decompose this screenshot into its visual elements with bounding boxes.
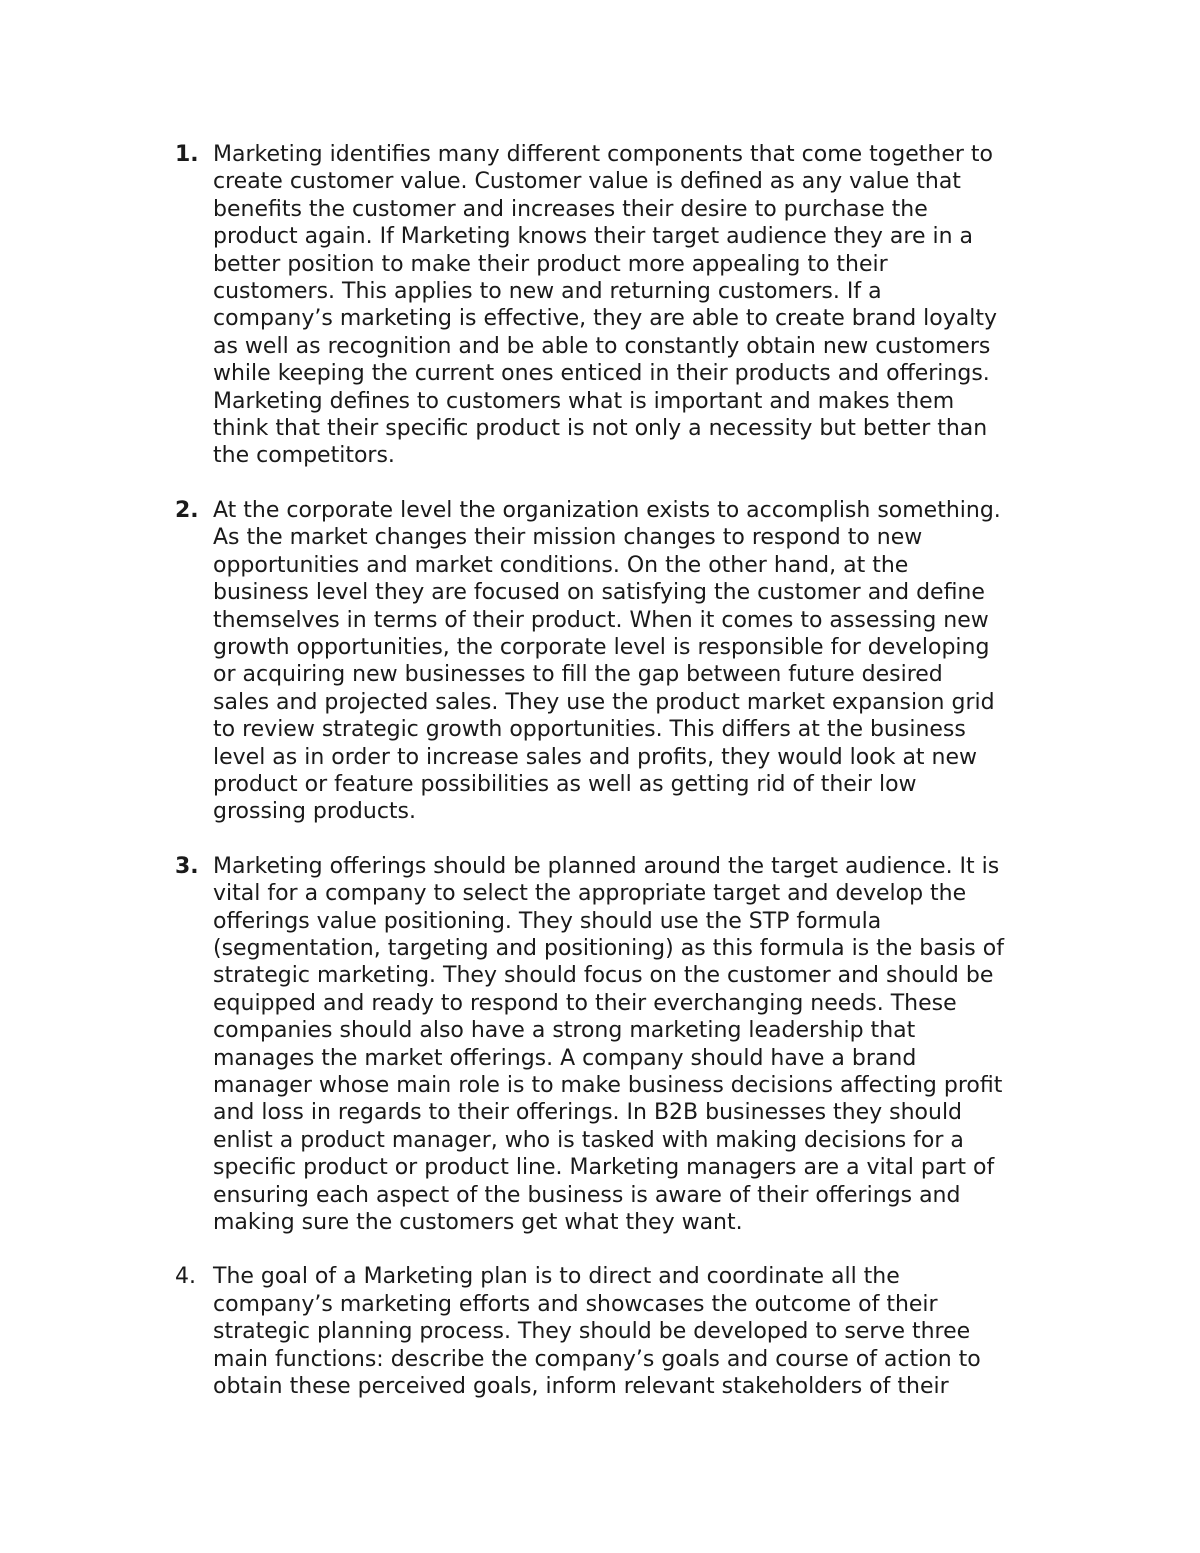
text-line: and loss in regards to their offerings. In B2B businesses they should: [213, 1100, 963, 1126]
item-paragraph: [213, 141, 1075, 470]
text-line: benefits the customer and increases their desire to purchase the: [213, 196, 928, 222]
text-line: specific product or product line. Marketing managers are a vital part of: [213, 1155, 995, 1181]
text-line: while keeping the current ones enticed in their products and offerings.: [213, 361, 990, 387]
item-paragraph: [213, 853, 1075, 1237]
item-number: 2.: [175, 497, 199, 523]
text-line: opportunities and market conditions. On the other hand, at the: [213, 552, 909, 578]
text-line: At the corporate level the organization exists to accomplish something.: [213, 497, 1001, 523]
text-line: growth opportunities, the corporate level is responsible for developing: [213, 634, 990, 660]
item-paragraph: [213, 1263, 1075, 1400]
text-line: equipped and ready to respond to their everchanging needs. These: [213, 990, 957, 1016]
text-line: business level they are focused on satisfying the customer and define: [213, 580, 985, 606]
text-line: strategic planning process. They should be developed to serve three: [213, 1319, 971, 1345]
text-line: the competitors.: [213, 443, 395, 469]
text-line: as well as recognition and be able to constantly obtain new customers: [213, 333, 991, 359]
text-line: Marketing offerings should be planned around the target audience. It is: [213, 853, 1000, 879]
text-line: better position to make their product more appealing to their: [213, 251, 888, 277]
text-line: companies should also have a strong marketing leadership that: [213, 1018, 916, 1044]
list-item-2: [175, 497, 1075, 826]
text-line: vital for a company to select the appropriate target and develop the: [213, 881, 967, 907]
text-line: create customer value. Customer value is defined as any value that: [213, 169, 961, 195]
text-line: offerings value positioning. They should use the STP formula: [213, 908, 882, 934]
text-line: ensuring each aspect of the business is aware of their offerings and: [213, 1182, 961, 1208]
text-line: (segmentation, targeting and positioning) as this formula is the basis of: [213, 935, 1004, 961]
text-line: manages the market offerings. A company should have a brand: [213, 1045, 917, 1071]
text-line: to review strategic growth opportunities. This differs at the business: [213, 717, 966, 743]
item-paragraph: [213, 497, 1075, 826]
text-line: level as in order to increase sales and profits, they would look at new: [213, 744, 978, 770]
list-item-3: [175, 853, 1075, 1237]
item-number: 4.: [175, 1264, 196, 1290]
text-line: Marketing identifies many different components that come together to: [213, 142, 993, 167]
item-number: 3.: [175, 853, 199, 879]
list-item-4: [175, 1263, 1075, 1400]
text-line: making sure the customers get what they want.: [213, 1210, 743, 1236]
text-line: main functions: describe the company’s goals and course of action to: [213, 1346, 981, 1372]
text-line: sales and projected sales. They use the product market expansion grid: [213, 689, 995, 715]
text-line: think that their specific product is not only a necessity but better than: [213, 416, 988, 442]
list-item-1: [175, 141, 1075, 470]
text-line: enlist a product manager, who is tasked with making decisions for a: [213, 1127, 964, 1153]
text-line: company’s marketing efforts and showcases the outcome of their: [213, 1291, 938, 1317]
text-line: product again. If Marketing knows their target audience they are in a: [213, 224, 973, 250]
text-line: As the market changes their mission changes to respond to new: [213, 525, 923, 551]
text-line: product or feature possibilities as well as getting rid of their low: [213, 771, 917, 797]
text-line: strategic marketing. They should focus on the customer and should be: [213, 963, 994, 989]
numbered-list: [175, 141, 1075, 1427]
text-line: obtain these perceived goals, inform relevant stakeholders of their: [213, 1374, 949, 1400]
text-line: grossing products.: [213, 799, 416, 825]
text-line: manager whose main role is to make business decisions affecting profit: [213, 1073, 1003, 1098]
text-line: themselves in terms of their product. When it comes to assessing new: [213, 607, 989, 633]
text-line: The goal of a Marketing plan is to direct and coordinate all the: [213, 1264, 900, 1290]
text-line: Marketing defines to customers what is important and makes them: [213, 388, 955, 414]
text-line: or acquiring new businesses to fill the gap between future desired: [213, 662, 943, 688]
text-line: customers. This applies to new and returning customers. If a: [213, 279, 882, 305]
item-number: 1.: [175, 142, 199, 167]
text-line: company’s marketing is effective, they are able to create brand loyalty: [213, 306, 998, 332]
